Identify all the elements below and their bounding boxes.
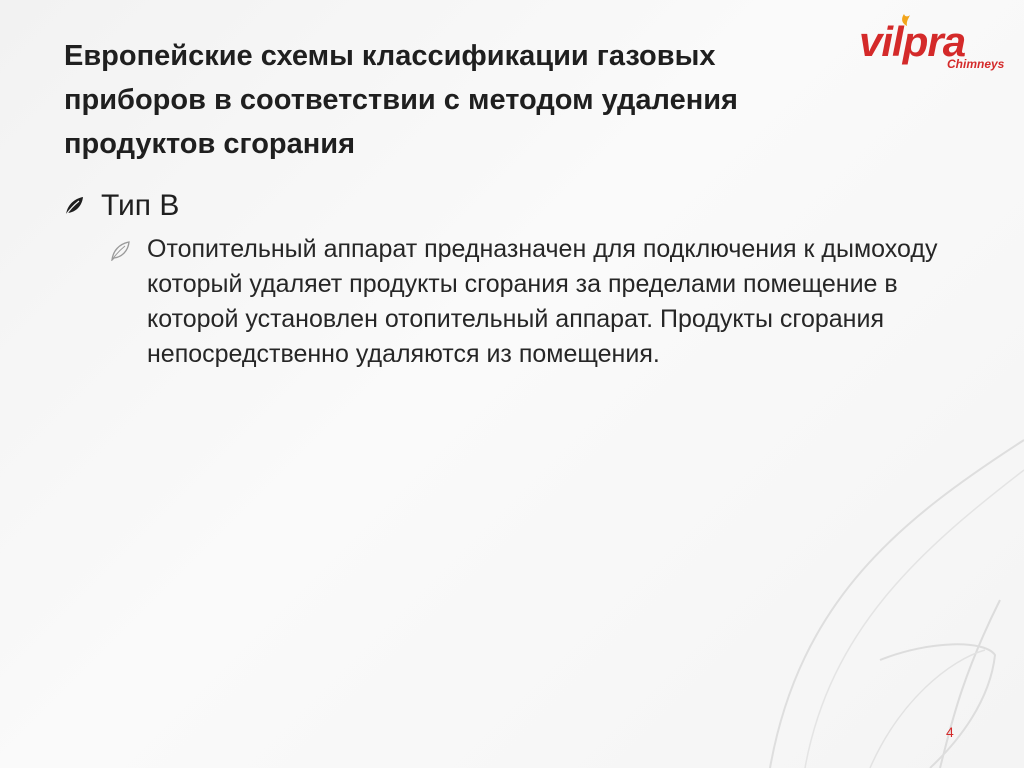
logo-tagline-text: Chimneys bbox=[947, 57, 1005, 71]
slide-title: Европейские схемы классификации газовых приборов в соответствии с методом удаления продуктов сгорания bbox=[64, 40, 738, 160]
logo-brand-text: vilpra bbox=[859, 18, 966, 65]
leaf-outline-icon bbox=[110, 241, 130, 261]
page-number: 4 bbox=[946, 724, 954, 740]
leaf-icon bbox=[64, 196, 84, 216]
vilpra-logo bbox=[855, 6, 1024, 76]
sub-bullet-text: Отопительный аппарат предназначен для подключения к дымоходу который удаляет продукты сгорания за пределами помещение в которой установлен отопительный аппарат. Продукты сгорания непосредственно удаляются из помещения. bbox=[147, 235, 938, 368]
bullet-text: Тип В bbox=[101, 189, 180, 222]
